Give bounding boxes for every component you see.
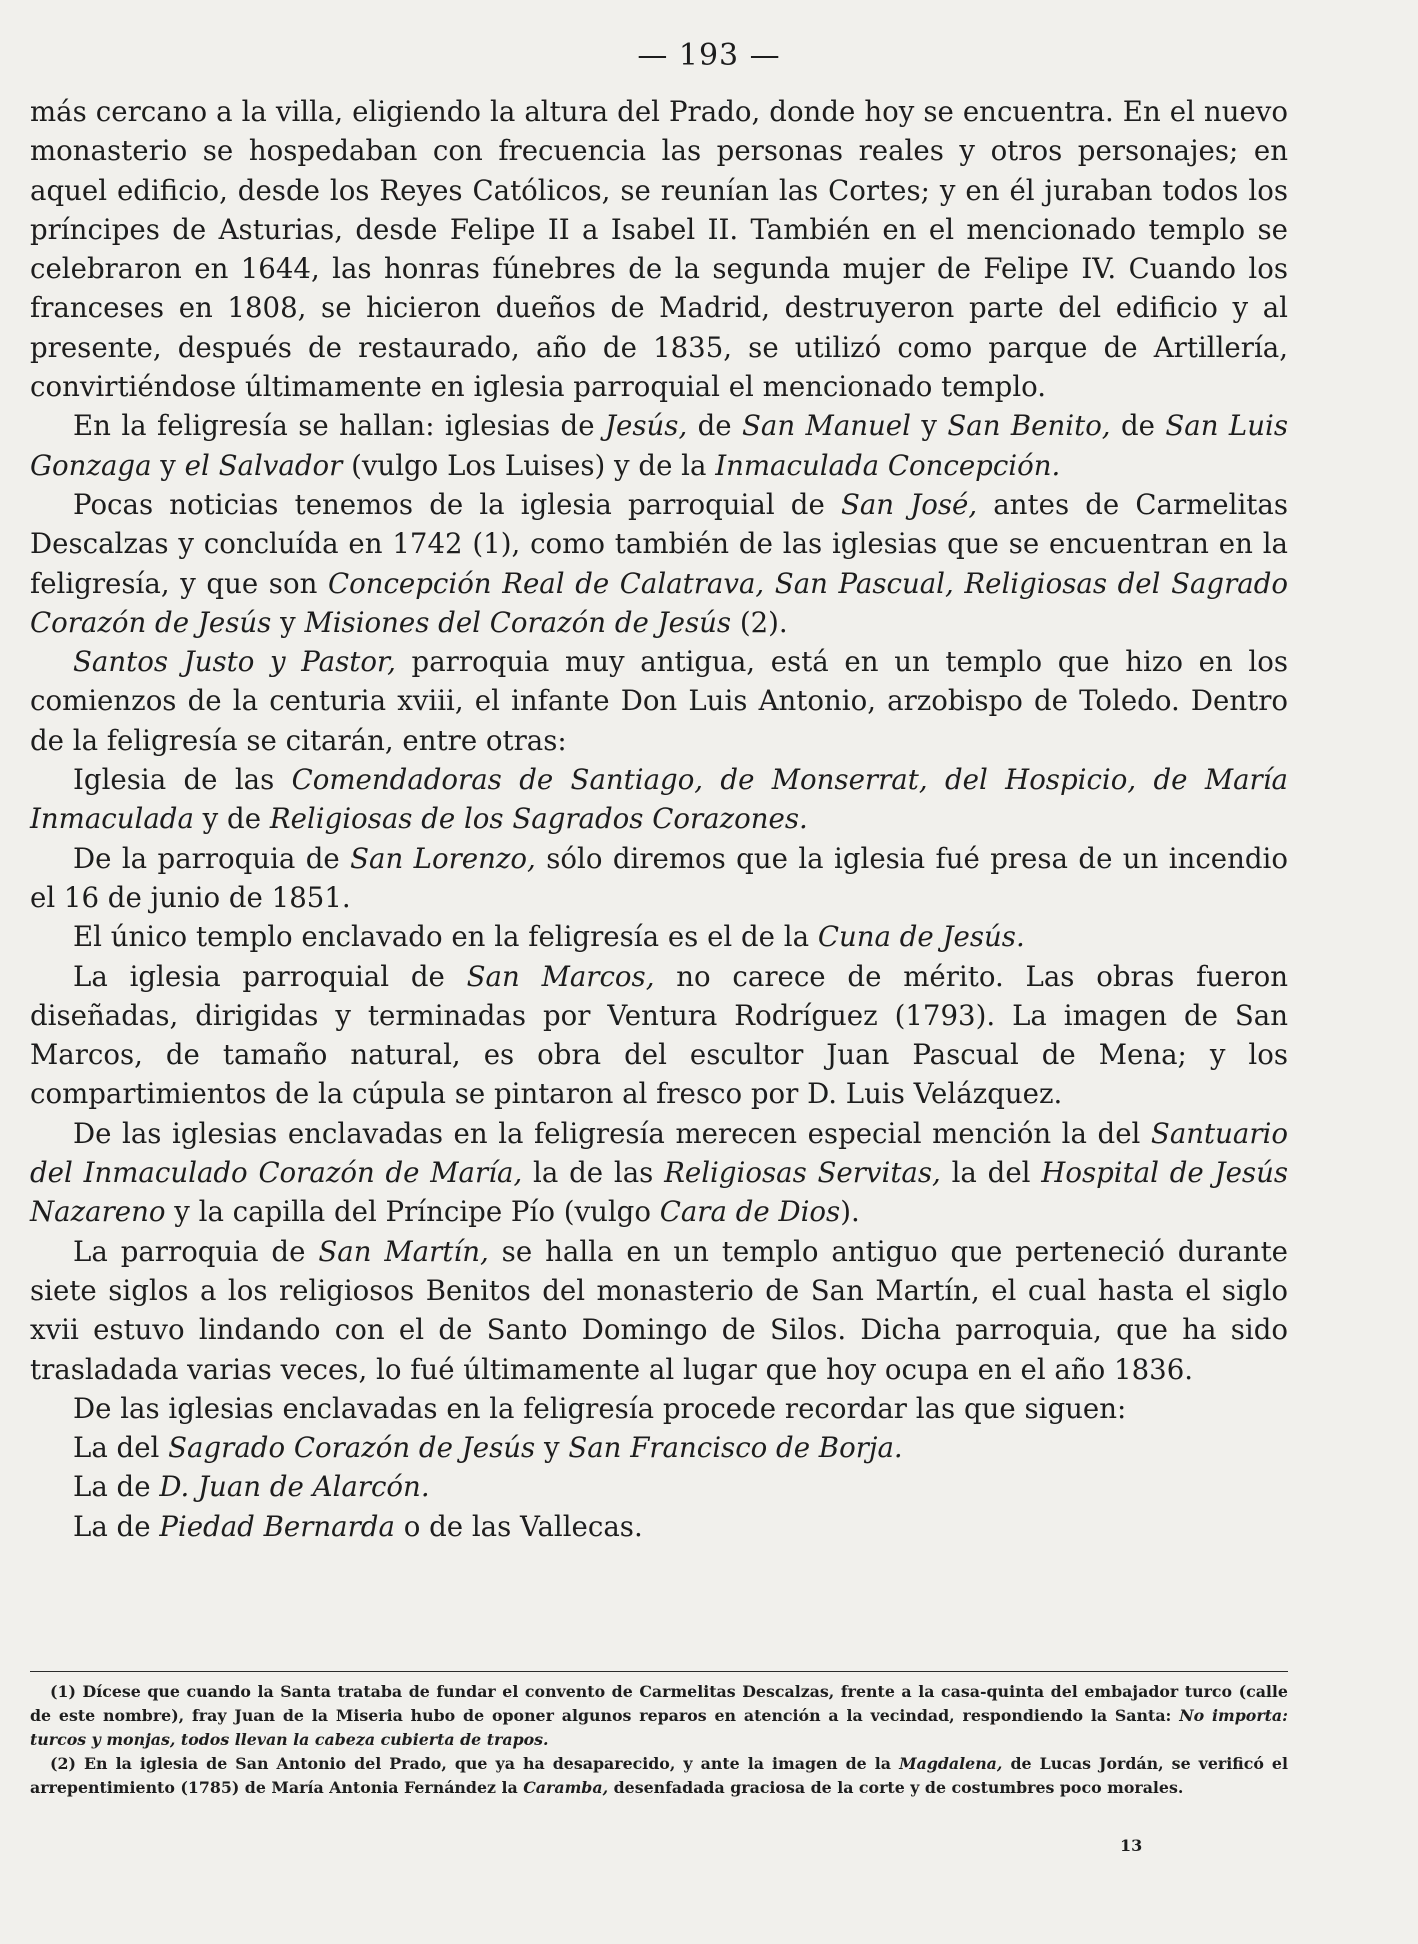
text-run: sólo diremos que la iglesia fué presa de un incendio el 16 de junio de 1851. [30, 841, 1288, 914]
text-run: ). [840, 1195, 860, 1229]
paragraph [30, 485, 1288, 642]
italic-run: San Martín, [318, 1234, 489, 1268]
italic-run: el Salvador [184, 448, 343, 482]
body-text [30, 92, 1288, 1546]
italic-run: San Benito, [947, 409, 1111, 443]
paragraph [30, 917, 1288, 956]
italic-run: Comendadoras de Santiago, de Monserrat, del Hospicio, de María Inmaculada [30, 763, 1288, 836]
text-run: En la feligresía se hallan: iglesias de [73, 409, 605, 443]
text-run: se halla en un templo antiguo que perteneció durante siete siglos a los religiosos Benitos del monasterio de San Martín, el cual hasta el siglo xvii estuvo lindando con el de Santo Domingo de Silos. Dicha parroquia, que ha sido trasladada varias veces, lo fué últimamente al lugar que hoy ocupa en el año 1836. [30, 1234, 1289, 1386]
paragraph [30, 760, 1288, 839]
italic-run: Santos Justo y Pastor, [73, 645, 396, 679]
text-run: (vulgo Los Luises) y de la [342, 448, 716, 482]
text-run: y [535, 1431, 569, 1465]
text-run: La de [73, 1509, 160, 1543]
italic-run: Inmaculada Concepción. [715, 448, 1061, 482]
italic-run: Cuna de Jesús. [817, 920, 1025, 954]
text-run: De las iglesias enclavadas en la feligresía procede recordar las que siguen: [73, 1391, 1127, 1425]
signature-mark: 13 [1120, 1836, 1143, 1855]
italic-run: Hospital de Jesús Nazareno [30, 1156, 1289, 1229]
italic-run: San Luis Gonzaga [30, 409, 1289, 482]
text-run: El único templo enclavado en la feligresía es el de la [73, 920, 818, 954]
text-run: La del [73, 1431, 169, 1465]
text-run: no carece de mérito. Las obras fueron diseñadas, dirigidas y terminadas por Ventura Rodríguez (1793). La imagen de San Marcos, de tamaño natural, es obra del escultor Juan Pascual de Mena; y los compartimientos de la cúpula se pintaron al fresco por D. Luis Velázquez. [30, 959, 1288, 1111]
italic-run: Jesús, [604, 409, 688, 443]
paragraph [30, 642, 1288, 760]
text-run: y [271, 605, 305, 639]
text-run: De las iglesias enclavadas en la feligresía merecen especial mención la del [73, 1116, 1151, 1150]
paragraph [30, 839, 1288, 918]
text-run: De la parroquia de [73, 841, 351, 875]
page-number: — 193 — [637, 38, 781, 73]
text-run: la de las [522, 1156, 665, 1190]
text-run: Pocas noticias tenemos de la iglesia parroquial de [73, 487, 841, 521]
paragraph [30, 957, 1288, 1114]
footnote [30, 1680, 1288, 1752]
text-run: de [1110, 409, 1166, 443]
italic-run: Cara de Dios [659, 1195, 841, 1229]
italic-run: Concepción Real de Calatrava, San Pascual, Religiosas del Sagrado Corazón de Jesús [30, 566, 1289, 639]
paragraph [30, 1507, 1288, 1546]
italic-run: San Manuel [742, 409, 911, 443]
paragraph [30, 406, 1288, 485]
italic-run: Piedad Bernarda [159, 1509, 395, 1543]
footnote [30, 1752, 1288, 1800]
text-run: y de [193, 802, 270, 836]
italic-run: Sagrado Corazón de Jesús [168, 1431, 536, 1465]
italic-run: San Marcos, [466, 959, 655, 993]
text-run: la del [940, 1156, 1042, 1190]
italic-run: San Lorenzo, [350, 841, 536, 875]
italic-run: D. Juan de Alarcón. [159, 1470, 430, 1504]
text-run: o de las Vallecas. [394, 1509, 643, 1543]
italic-run: San José, [840, 487, 978, 521]
text-run: más cercano a la villa, eligiendo la altura del Prado, donde hoy se encuentra. En el nuevo monasterio se hospedaban con frecuencia las personas reales y otros personajes; en aquel edificio, desde los Reyes Católicos, se reunían las Cortes; y en él juraban todos los príncipes de Asturias, desde Felipe II a Isabel II. También en el mencionado templo se celebraron en 1644, las honras fúnebres de la segunda mujer de Felipe IV. Cuando los franceses en 1808, se hicieron dueños de Madrid, destruyeron parte del edificio y al presente, después de restaurado, año de 1835, se utilizó como parque de Artillería, convirtiéndose últimamente en iglesia parroquial el mencionado templo. [30, 95, 1288, 404]
text-run: y la capilla del Príncipe Pío (vulgo [165, 1195, 660, 1229]
text-run: La iglesia parroquial de [73, 959, 467, 993]
italic-run: No importa: turcos y monjas, todos llevan la cabeza cubierta de trapos. [30, 1706, 1289, 1749]
paragraph [30, 1114, 1288, 1232]
italic-run: Misiones del Corazón de Jesús [304, 605, 732, 639]
text-run: La de [73, 1470, 160, 1504]
text-run: (2). [731, 605, 788, 639]
text-run: antes de Carmelitas Descalzas y concluída en 1742 (1), como también de las iglesias que se encuentran en la feligresía, y que son [30, 487, 1288, 600]
italic-run: San Francisco de Borja. [568, 1431, 903, 1465]
italic-run: Caramba, [523, 1778, 609, 1797]
paragraph [30, 1467, 1288, 1506]
text-run: y [151, 448, 185, 482]
paragraph [30, 1389, 1288, 1428]
text-run: de Lucas Jordán, se verificó el arrepentimiento (1785) de María Antonia Fernández la [30, 1754, 1288, 1797]
text-run: de [687, 409, 743, 443]
italic-run: Magdalena, [899, 1754, 1003, 1773]
text-run: Iglesia de las [73, 763, 292, 797]
italic-run: Religiosas de los Sagrados Corazones. [269, 802, 808, 836]
text-run: parroquia muy antigua, está en un templo que hizo en los comienzos de la centuria xviii, el infante Don Luis Antonio, arzobispo de Toledo. Dentro de la feligresía se citarán, entre otras: [30, 645, 1289, 757]
italic-run: Religiosas Servitas, [664, 1156, 941, 1190]
text-run: (2) En la iglesia de San Antonio del Prado, que ya ha desaparecido, y ante la imagen de la [50, 1754, 900, 1773]
footnotes [30, 1671, 1288, 1800]
text-run: y [910, 409, 948, 443]
text-run: (1) Dícese que cuando la Santa trataba de fundar el convento de Carmelitas Descalzas, frente a la casa-quinta del embajador turco (calle de este nombre), fray Juan de la Miseria hubo de oponer algunos reparos en atención a la vecindad, respondiendo la Santa: [30, 1682, 1288, 1725]
text-run: desenfadada graciosa de la corte y de costumbres poco morales. [608, 1778, 1184, 1797]
paragraph [30, 1428, 1288, 1467]
paragraph [30, 92, 1288, 406]
text-run: La parroquia de [73, 1234, 319, 1268]
italic-run: Santuario del Inmaculado Corazón de María, [30, 1116, 1288, 1190]
paragraph [30, 1232, 1288, 1389]
